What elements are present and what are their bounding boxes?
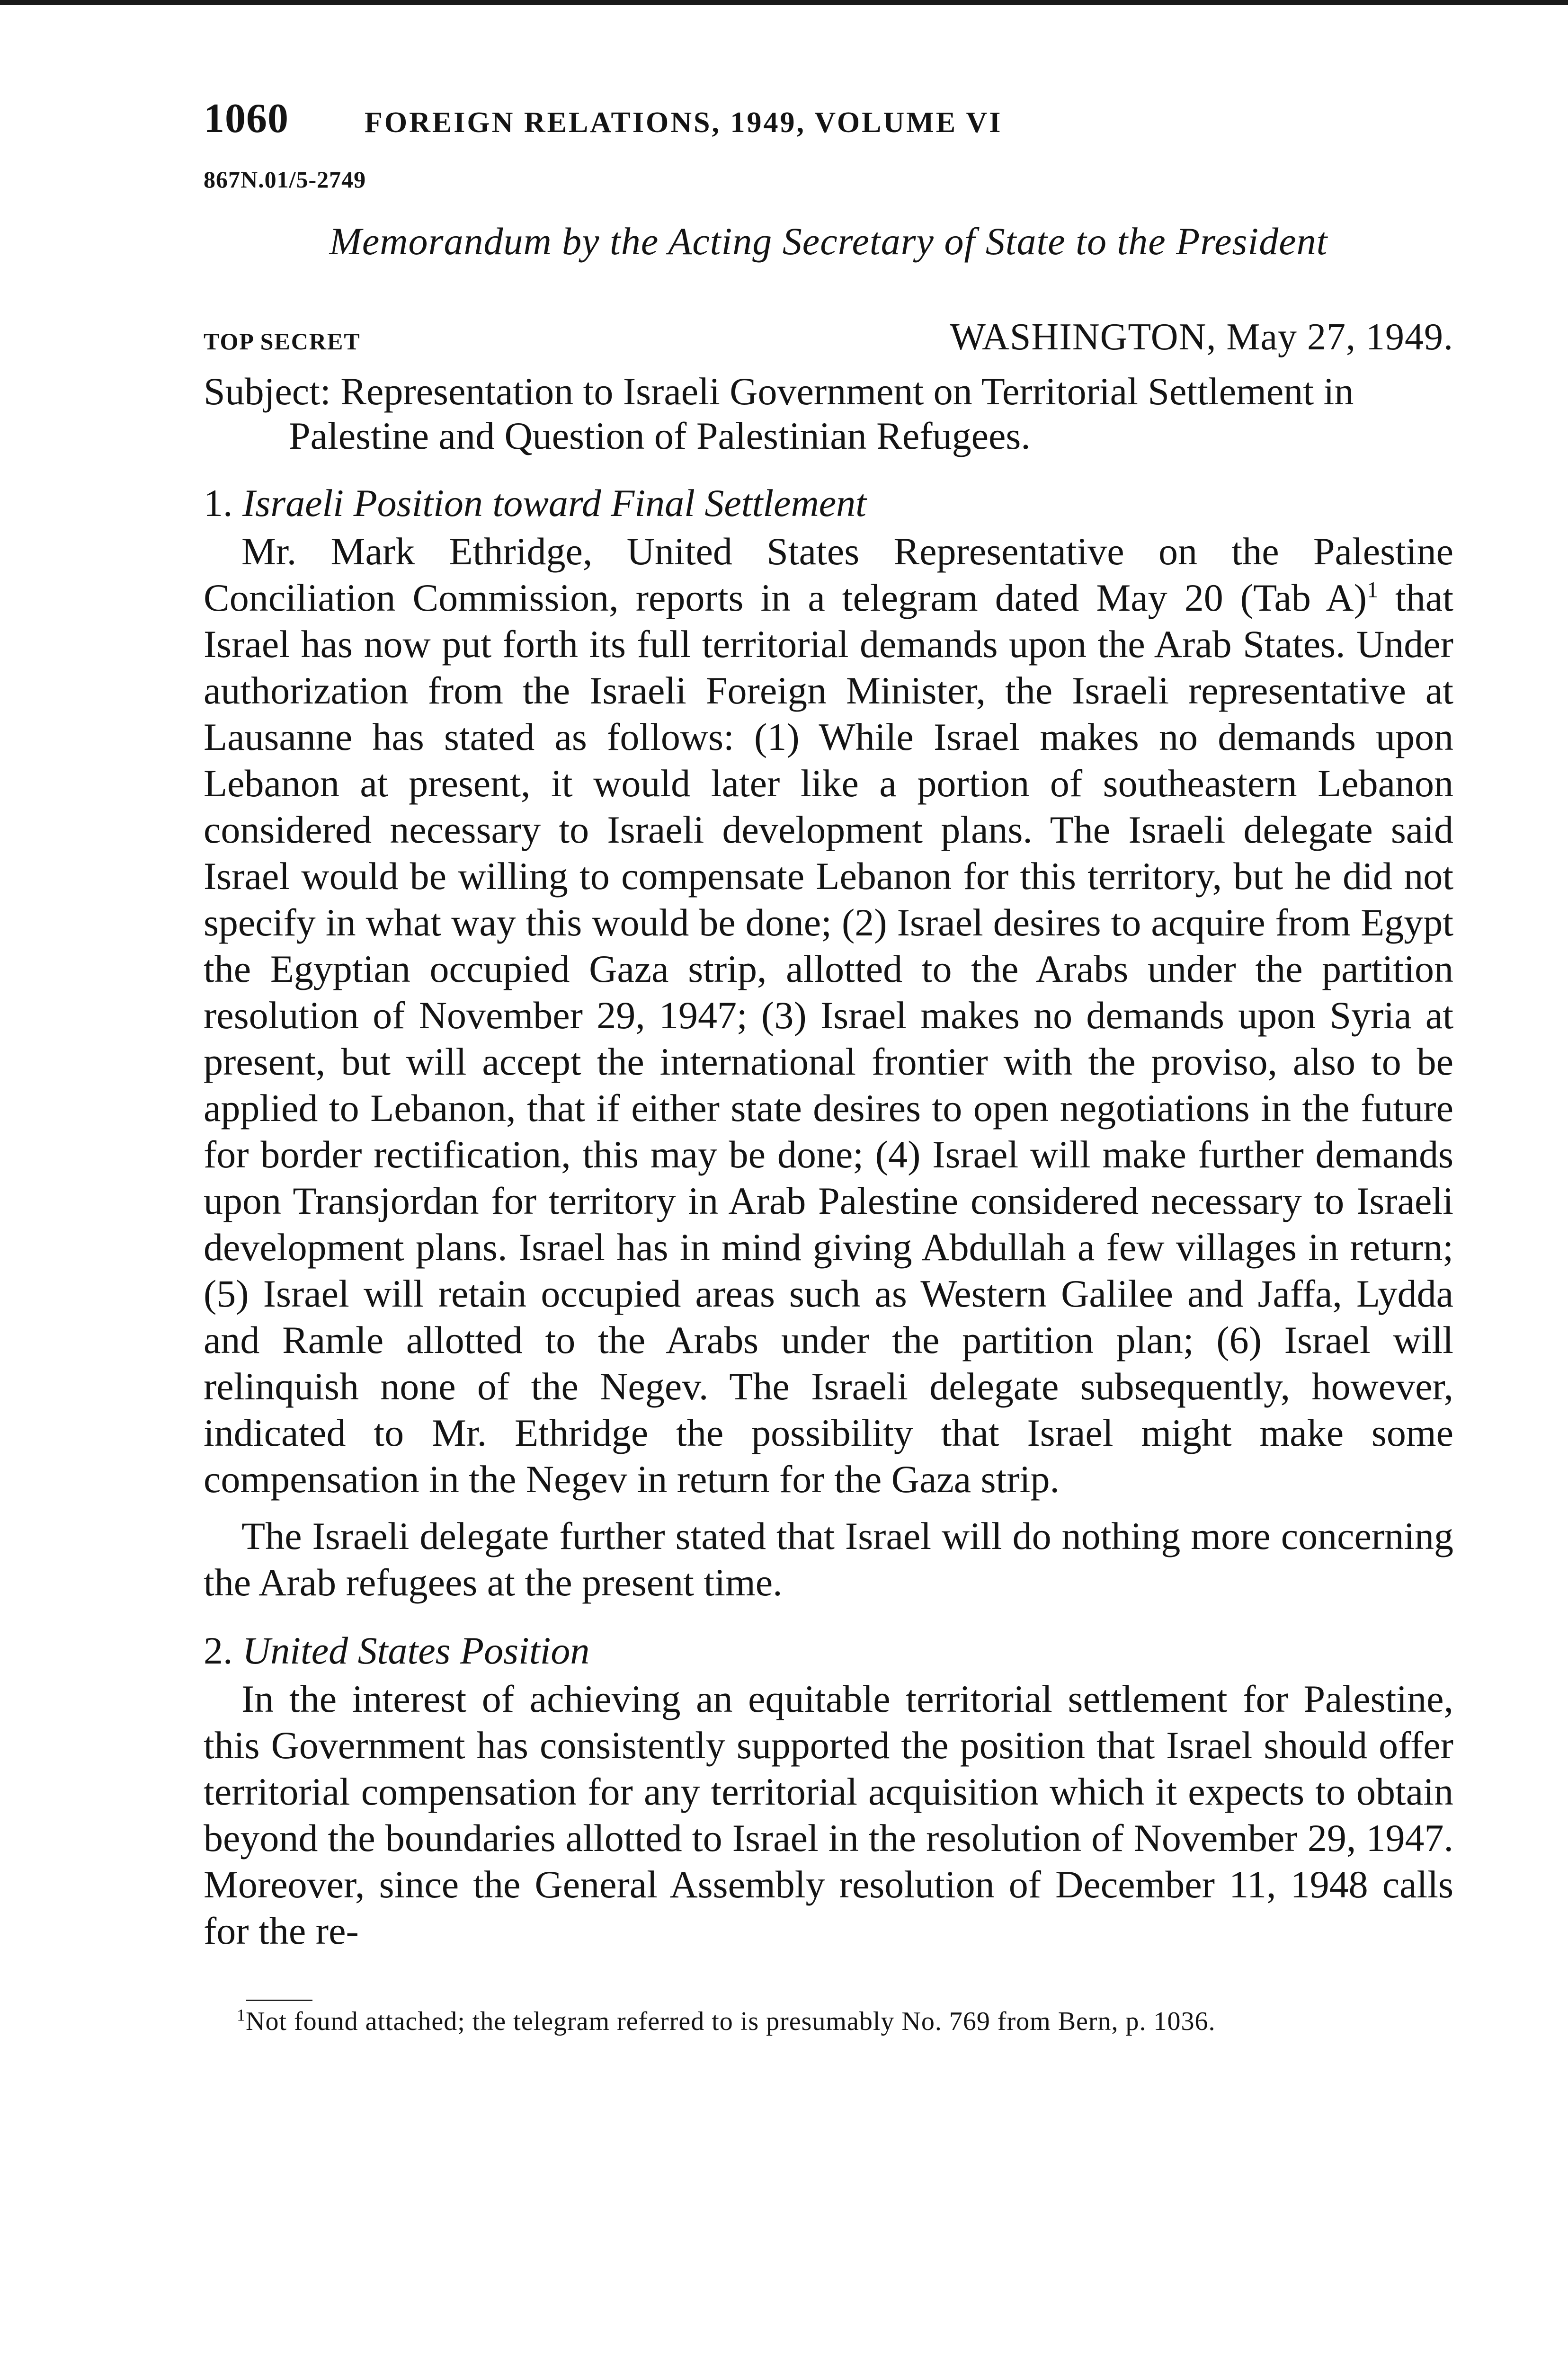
section-title: United States Position — [242, 1629, 590, 1672]
section-number: 2. — [204, 1629, 233, 1672]
memo-title: Memorandum by the Acting Secretary of State to the President — [329, 220, 1328, 263]
document-page — [204, 95, 1453, 2037]
file-number: 867N.01/5-2749 — [204, 166, 366, 193]
running-title: FOREIGN RELATIONS, 1949, VOLUME VI — [365, 107, 1003, 139]
paragraph-text: that Israel has now put forth its full territorial demands upon the Arab States. Under authorization from the Israeli Foreign Minister, the Israeli representative at Lausanne has stated as follows: (1) While Israel makes no demands upon Lebanon at present, it would later like a portion of southeastern Lebanon considered necessary to Israeli development plans. The Israeli delegate said Israel would be willing to compensate Lebanon for this territory, but he did not specify in what way this would be done; (2) Israel desires to acquire from Egypt the Egyptian occupied Gaza strip, allotted to the Arabs under the partition resolution of November 29, 1947; (3) Israel makes no demands upon Syria at present, but will accept the international frontier with the proviso, also to be applied to Lebanon, that if either state desires to open negotiations in the future for border rectification, this may be done; (4) Israel will make further demands upon Transjordan for territory in Arab Palestine considered necessary to Israeli development plans. Israel has in mind giving Abdullah a few villages in return; (5) Israel will retain occupied areas such as Western Galilee and Jaffa, Lydda and Ramle allotted to the Arabs under the partition plan; (6) Israel will relinquish none of the Negev. The Israeli delegate subsequently, however, indicated to Mr. Ethridge the possibility that Israel might make some compensation in the Negev in return for the Gaza strip. — [204, 576, 1453, 1501]
classification: TOP SECRET — [204, 328, 361, 355]
footnote — [204, 2006, 1453, 2037]
section-heading-2 — [204, 1628, 1453, 1673]
footnote-divider — [246, 2000, 312, 2001]
classification-row — [204, 316, 1453, 359]
running-head — [204, 95, 1453, 156]
paragraph-text: Mr. Mark Ethridge, United States Representative on the Palestine Conciliation Commission, reports in a telegram dated May 20 (Tab A) — [204, 530, 1453, 619]
footnote-text: Not found attached; the telegram referred to is presumably No. 769 from Bern, p. 1036. — [246, 2007, 1216, 2036]
section-heading-1 — [204, 481, 1453, 525]
page-top-edge — [0, 0, 1568, 5]
paragraph — [204, 528, 1453, 1503]
footnote-marker: 1 — [237, 2005, 246, 2025]
footnote-reference[interactable]: 1 — [1366, 577, 1378, 603]
subject-line: Subject: Representation to Israeli Government on Territorial Settlement in Palestine and Question of Palestinian Refugees. — [204, 370, 1354, 457]
paragraph: In the interest of achieving an equitable territorial settlement for Palestine, this Government has consistently supported the position that Israel should offer territorial compensation for any territorial acquisition which it expects to obtain beyond the boundaries allotted to Israel in the resolution of November 29, 1947. Moreover, since the General Assembly resolution of December 11, 1948 calls for the re- — [204, 1677, 1453, 1952]
page-number: 1060 — [204, 96, 289, 142]
section-number: 1. — [204, 481, 233, 525]
section-title: Israeli Position toward Final Settlement — [242, 481, 866, 525]
paragraph: The Israeli delegate further stated that Israel will do nothing more concerning the Arab refugees at the present time. — [204, 1514, 1453, 1604]
dateline: WASHINGTON, May 27, 1949. — [950, 316, 1453, 358]
